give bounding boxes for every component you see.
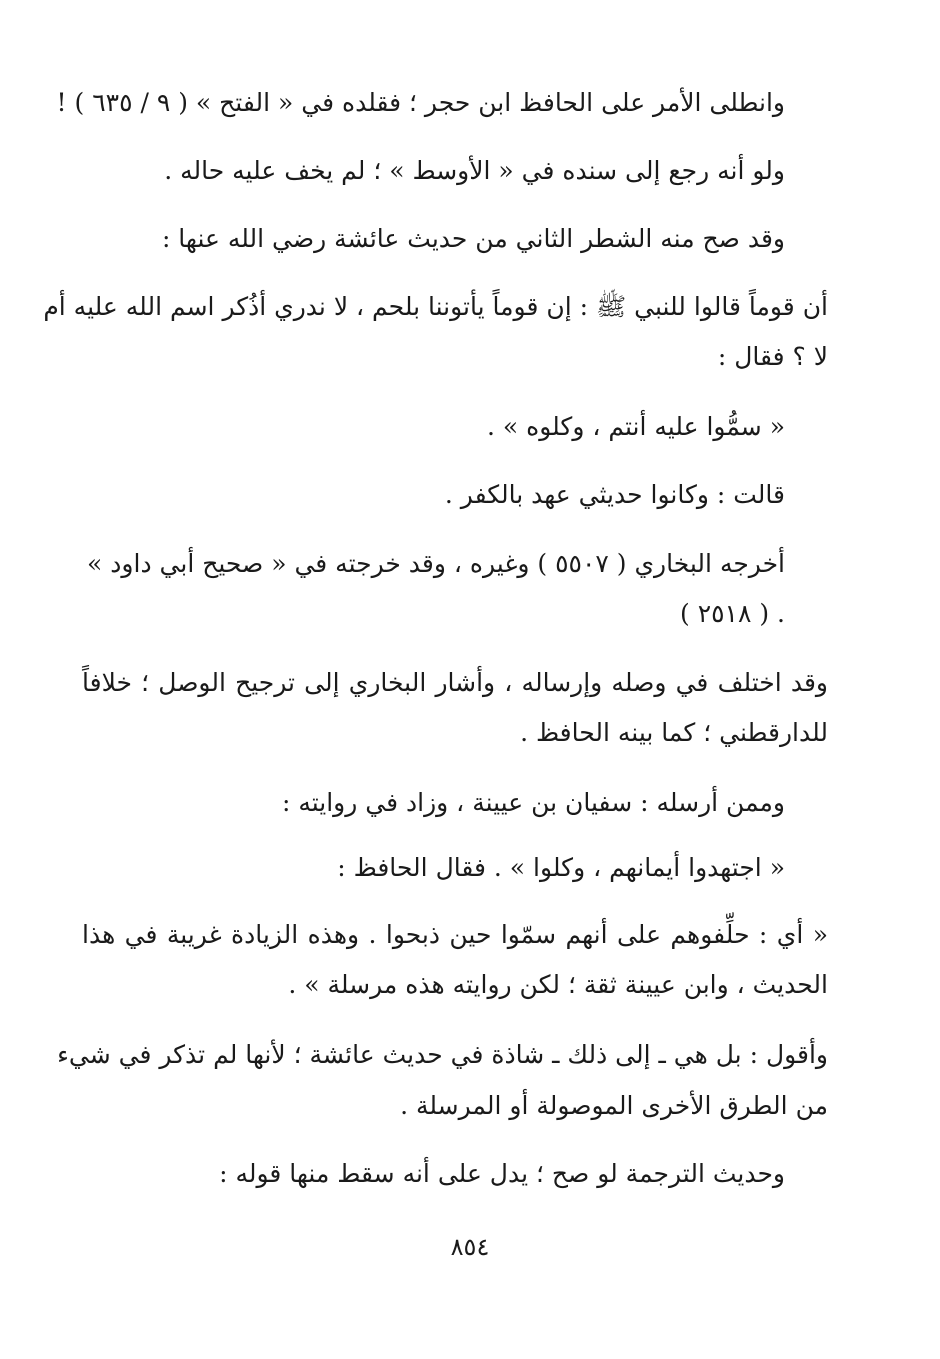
- text-line: لا ؟ فقال :: [717, 342, 828, 371]
- text-line: أخرجه البخاري ( ٥٥٠٧ ) وغيره ، وقد خرجته في « صحيح أبي داود »: [87, 549, 785, 578]
- text-line: ( ٢٥١٨ ) .: [679, 599, 785, 628]
- text-line: « أي : حلِّفوهم على أنهم سمّوا حين ذبحوا . وهذه الزيادة غريبة في هذا: [82, 920, 828, 949]
- text-line: وممن أرسله : سفيان بن عيينة ، وزاد في روايته :: [281, 788, 785, 817]
- text-line: الحديث ، وابن عيينة ثقة ؛ لكن روايته هذه مرسلة » .: [288, 970, 828, 999]
- text-line: « اجتهدوا أيمانهم ، وكلوا » . فقال الحافظ :: [337, 853, 785, 882]
- page-number: ٨٥٤: [450, 1233, 490, 1261]
- text-line: وأقول : بل هي ـ إلى ذلك ـ شاذة في حديث عائشة ؛ لأنها لم تذكر في شيء: [57, 1040, 828, 1069]
- text-line: أن قوماً قالوا للنبي ﷺ : إن قوماً يأتوننا بلحم ، لا ندري أذُكر اسم الله عليه أم: [43, 292, 828, 321]
- text-line: للدارقطني ؛ كما بينه الحافظ .: [520, 718, 828, 747]
- text-line: ولو أنه رجع إلى سنده في « الأوسط » ؛ لم يخف عليه حاله .: [164, 156, 785, 185]
- text-line: وقد صح منه الشطر الثاني من حديث عائشة رضي الله عنها :: [161, 224, 785, 253]
- text-line: من الطرق الأخرى الموصولة أو المرسلة .: [400, 1091, 828, 1120]
- text-line: وانطلى الأمر على الحافظ ابن حجر ؛ فقلده في « الفتح » ( ٩ / ٦٣٥ ) !: [56, 88, 785, 117]
- text-line: « سمُّوا عليه أنتم ، وكلوه » .: [487, 412, 785, 441]
- text-line: قالت : وكانوا حديثي عهد بالكفر .: [444, 480, 785, 509]
- text-line: وحديث الترجمة لو صح ؛ يدل على أنه سقط منها قوله :: [219, 1159, 785, 1188]
- text-line: وقد اختلف في وصله وإرساله ، وأشار البخاري إلى ترجيح الوصل ؛ خلافاً: [82, 668, 828, 697]
